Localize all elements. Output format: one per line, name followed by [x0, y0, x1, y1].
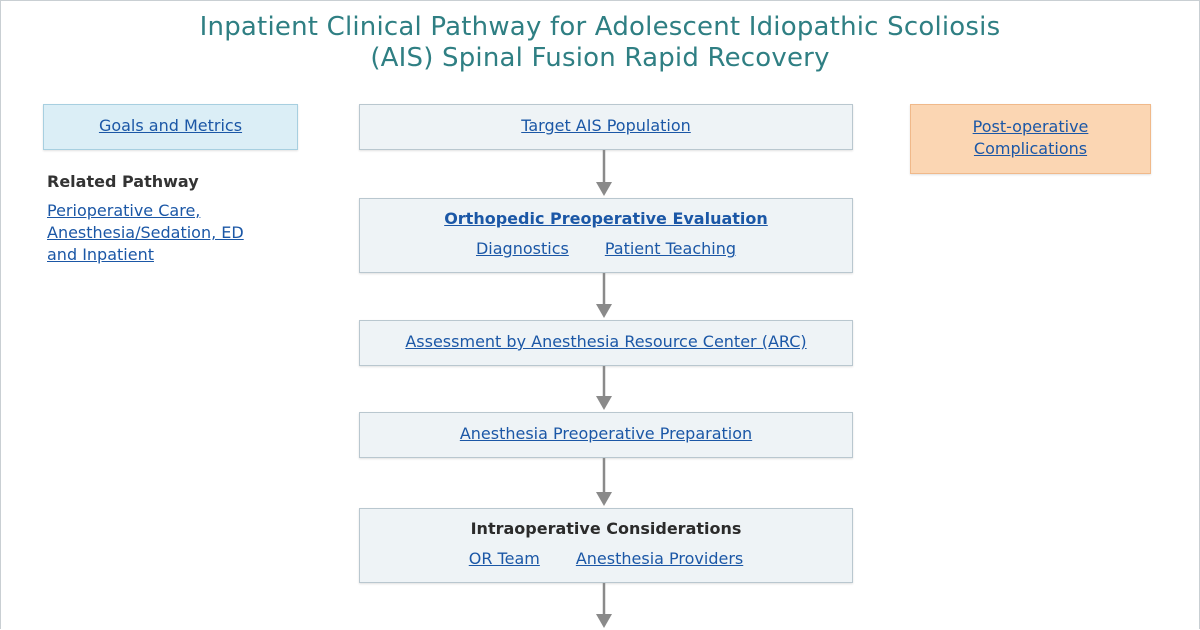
or-team-link[interactable]: OR Team	[468, 549, 540, 568]
anesthesia-providers-link[interactable]: Anesthesia Providers	[575, 549, 744, 568]
page-title	[0, 12, 1200, 74]
anesthesia-prep-box	[359, 412, 853, 458]
goals-metrics-link[interactable]: Goals and Metrics	[98, 116, 243, 135]
target-population-box	[359, 104, 853, 150]
related-pathway-link-line-3[interactable]: and Inpatient	[47, 245, 154, 264]
related-pathway-link-line-1[interactable]: Perioperative Care,	[47, 201, 201, 220]
arc-assessment-box	[359, 320, 853, 366]
arc-assessment-link[interactable]: Assessment by Anesthesia Resource Center (ARC)	[405, 332, 807, 351]
post-operative-complications-box	[910, 104, 1151, 174]
complications-link-line-1[interactable]: Post-operative	[972, 117, 1089, 136]
intraop-links	[360, 548, 852, 570]
intraop-title: Intraoperative Considerations	[470, 519, 742, 538]
patient-teaching-link[interactable]: Patient Teaching	[604, 239, 737, 258]
diagnostics-link[interactable]: Diagnostics	[475, 239, 569, 258]
intraop-box	[359, 508, 853, 583]
related-pathway-link-line-2[interactable]: Anesthesia/Sedation, ED	[47, 223, 244, 242]
page-title-line-2: (AIS) Spinal Fusion Rapid Recovery	[370, 43, 830, 73]
target-population-link[interactable]: Target AIS Population	[521, 116, 691, 135]
goals-metrics-box	[43, 104, 298, 150]
related-pathway-link-block	[47, 200, 297, 266]
related-pathway-heading: Related Pathway	[47, 172, 199, 191]
anesthesia-prep-link[interactable]: Anesthesia Preoperative Preparation	[459, 424, 753, 443]
page-title-line-1: Inpatient Clinical Pathway for Adolescent Idiopathic Scoliosis	[199, 12, 1001, 42]
ortho-eval-links	[360, 238, 852, 260]
ortho-eval-title-link[interactable]: Orthopedic Preoperative Evaluation	[444, 209, 768, 228]
complications-link-line-2[interactable]: Complications	[973, 139, 1088, 158]
ortho-eval-box	[359, 198, 853, 273]
